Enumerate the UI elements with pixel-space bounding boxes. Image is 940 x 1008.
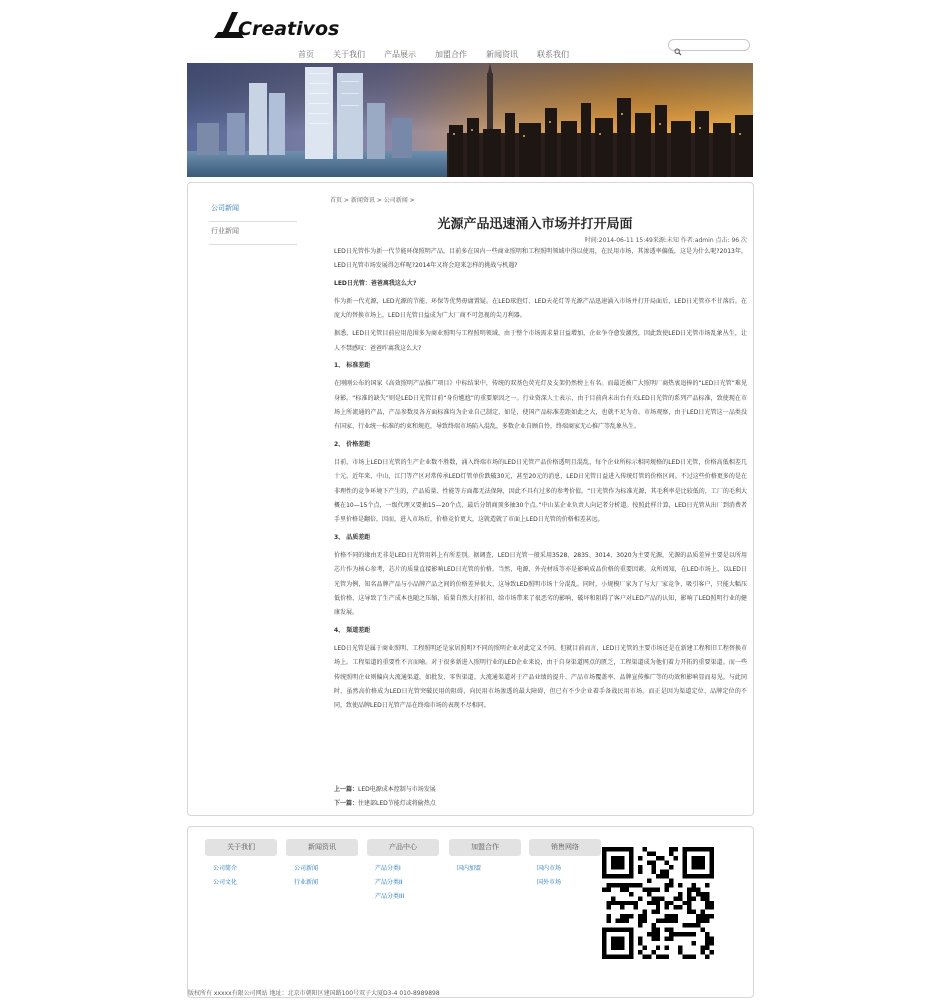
breadcrumb-home[interactable]: 首页 — [330, 197, 343, 204]
paragraph: 作为新一代光源，LED光源的节能、环保等优势毋庸置疑。在LED球泡灯、LED天花灯等光源产品迅速涌入市场并打开局面后，LED日光管亦不甘落后。在庞大的替换市场上，LED日光管日益成为广大厂商不可忽视的尖刀利器。 — [334, 298, 747, 320]
section-heading: 3、 品质差距 — [334, 534, 371, 542]
section-heading: 4、 渠道差距 — [334, 627, 371, 635]
footer-column-heading[interactable]: 加盟合作 — [449, 839, 521, 856]
nav-item-about[interactable]: 关于我们 — [333, 50, 365, 59]
paragraph: 价格不同的缘由无非是LED日光管用料上有所差别。据调查，LED日光管一般采用3528、2835、3014、3020为主要光源，光源的品质差异主要是以所用芯片作为核心参考，芯片的质量直接影响LED日光管的价格。当然，电源、外壳材质等亦是影响成品价格的重要因素。众所周知，在LED市场上，以LED日光管为例，知名品牌产品与小品牌产品之间的价格差异很大，这导致LED照明市场十分混乱。同时，小规模厂家为了与大厂家竞争，吸引客户，只能大幅压低价格，这导致了生产成本也随之压缩，质量自然大打折扣，给市场带来了很恶劣的影响，破坏和阻碍了客户对LED产品的认知，影响了LED照明行业的健康发展。 — [334, 551, 747, 617]
prev-article-link[interactable]: LED电源成本控制与市场发展 — [358, 786, 436, 793]
prev-label: 上一篇： — [334, 786, 359, 793]
qr-code — [602, 847, 714, 959]
footer-column-heading[interactable]: 关于我们 — [205, 839, 277, 856]
footer-link[interactable]: 产品分类III — [375, 893, 405, 900]
nav-item-products[interactable]: 产品展示 — [384, 50, 416, 59]
paragraph: 据悉，LED日光管目前应用范围多为商业照明与工程照明领域，由于整个市场需求量日益增加，企业争夺愈发激烈，因此致使LED日光管市场乱象丛生，让人不禁感叹：爸爸咋离我这么大? — [334, 330, 747, 352]
main-nav — [298, 49, 588, 63]
article-panel — [187, 182, 754, 816]
nav-item-franchise[interactable]: 加盟合作 — [435, 50, 467, 59]
search-icon[interactable] — [674, 41, 682, 49]
footer-column — [529, 839, 601, 890]
footer-column — [367, 839, 439, 904]
paragraph: 在刚刚公布的国家《高效照明产品推广项目》中标结果中，传统的双基色荧光灯及支架仍然榜上有名。而最近被广大照明厂商热衷追捧的“LED日光管”难见身影。“标准的缺失”则是LED日光管目前“身份尴尬”的重要原因之一。行业资深人士表示，由于目前尚未出台有关LED日光管的系列产品标准，致使现在市场上所流通的产品，产品参数及各方面标准均为企业自己制定，如是，使国产品标准差距如此之大，也就不足为奇。市场观察，由于LED日光管这一品类没有国家、行业统一标准的约束和规范，导致终端市场陷入混乱，多数企业自顾自怜，终端商家无心推广等乱象丛生。 — [334, 380, 747, 431]
footer-panel — [187, 826, 754, 998]
paragraph: LED日光管作为新一代节能环保照明产品，目前多在国内一些商业照明和工程照明领域中得以使用，在民用市场，其渗透率偏低，这是为什么呢?2013年，LED日光管市场发展得怎样呢?2014年又将会迎来怎样的挑战与机遇? — [334, 248, 747, 270]
breadcrumb-news[interactable]: 新闻资讯 — [350, 197, 375, 204]
footer-link[interactable]: 产品分类I — [375, 865, 401, 872]
paragraph: 目前，市场上LED日光管的生产企业数不胜数，涌入终端市场的LED日光管产品价格透明且混乱，每个企业所标示相同规格的LED日光管，价格高低相差几十元。近年来，中山、江门等产区对常传承LED灯管单价跌破30元，甚至20元的消息，LED日光管日益进入传统灯管的价格区间。不过这些价格更多的是在非理性的竞争环境下产生的，产品质量、性能等方面都无法保障，因此不具有过多的参考价值。“日光管作为标准光源，其毛利率是比较低的，工厂的毛利大概在10—15个点，一级代理又要抽15—20个点，最后分销商顶多抽30个点。”中山某企业负责人向记者分析道。按照此样计算，LED日光管从出厂到消费者手里价格是翻倍，因而，进入市场后，价格竞价更大，这就造就了市面上LED日光管的价格相差甚远。 — [334, 459, 747, 524]
site-logo[interactable] — [214, 8, 354, 42]
footer-link[interactable]: 产品分类II — [375, 879, 403, 886]
paragraph: LED日光管是属于商业照明、工程照明还是家居照明?不同的照明企业对此定义不同。但就目前而言，LED日光管的主要市场还是在新建工程和旧工程替换市场上。工程渠道的重要性不言而喻。对于很多新进入照明行业的LED企业来说，由于自身渠道网点的匮乏，工程渠道成为他们着力开拓的重要渠道。而一些传统照明企业则偏向大流通渠道，如批发、零售渠道。大流通渠道对于产品业绩的提升、产品市场覆盖率、品牌宣传推广等的功效和影响显而易见。与此同时，虽然高价格成为LED日光管突破民用的阻碍，向民用市场渗透的最大障碍，但已有不少企业着手备战民用市场。而正是因为渠道定位、品牌定位的不同，致使品牌LED日光管产品在终端市场的表现不尽相同。 — [334, 644, 747, 710]
section-heading: LED日光管：爸爸离我这么大? — [334, 280, 417, 288]
article-meta: 时间:2014-06-11 15:49来源:未知 作者:admin 点击: 96 次 — [584, 237, 747, 244]
sidebar-item-industry-news[interactable]: 行业新闻 — [209, 224, 297, 245]
search-input[interactable] — [683, 40, 745, 50]
footer-column-heading[interactable]: 销售网络 — [529, 839, 601, 856]
footer-column — [286, 839, 358, 890]
next-article-link[interactable]: 住建部LED节能灯或将偷热点 — [358, 799, 436, 807]
search-box[interactable] — [668, 39, 750, 51]
footer-link[interactable]: 公司文化 — [213, 879, 238, 886]
nav-item-news[interactable]: 新闻资讯 — [486, 50, 518, 59]
breadcrumb-company-news[interactable]: 公司新闻 — [383, 197, 408, 204]
footer-link[interactable]: 公司新闻 — [294, 865, 319, 872]
article-body — [334, 245, 747, 717]
section-heading: 2、 价格差距 — [334, 441, 371, 449]
nav-item-contact[interactable]: 联系我们 — [537, 50, 569, 59]
footer-column-heading[interactable]: 产品中心 — [367, 839, 439, 856]
logo-wordmark: Creativos — [238, 18, 340, 40]
sidebar-item-company-news[interactable]: 公司新闻 — [209, 201, 297, 222]
prev-next-links — [334, 783, 436, 811]
footer-link[interactable]: 公司简介 — [213, 865, 238, 872]
footer-link[interactable]: 行业新闻 — [294, 879, 319, 886]
footer-link[interactable]: 国外市场 — [537, 879, 562, 886]
footer-link[interactable]: 国内市场 — [537, 865, 562, 872]
hero-banner — [187, 63, 753, 177]
article-title: 光源产品迅速涌入市场并打开局面 — [437, 217, 633, 232]
next-label: 下一篇： — [334, 799, 359, 807]
nav-item-home[interactable]: 首页 — [298, 50, 314, 59]
footer-column-heading[interactable]: 新闻资讯 — [286, 839, 358, 856]
breadcrumb: 首页 > 新闻资讯 > 公司新闻 > — [330, 197, 415, 204]
footer-link[interactable]: 国内加盟 — [457, 865, 482, 872]
section-heading: 1、 标准差距 — [334, 362, 371, 370]
copyright: 版权所有 xxxxx有限公司网站 地址：北京市朝阳区建国路100号双子大厦D3-4 010-8989898 — [188, 990, 440, 997]
footer-column — [449, 839, 521, 876]
sidebar — [209, 201, 297, 247]
footer-column — [205, 839, 277, 890]
